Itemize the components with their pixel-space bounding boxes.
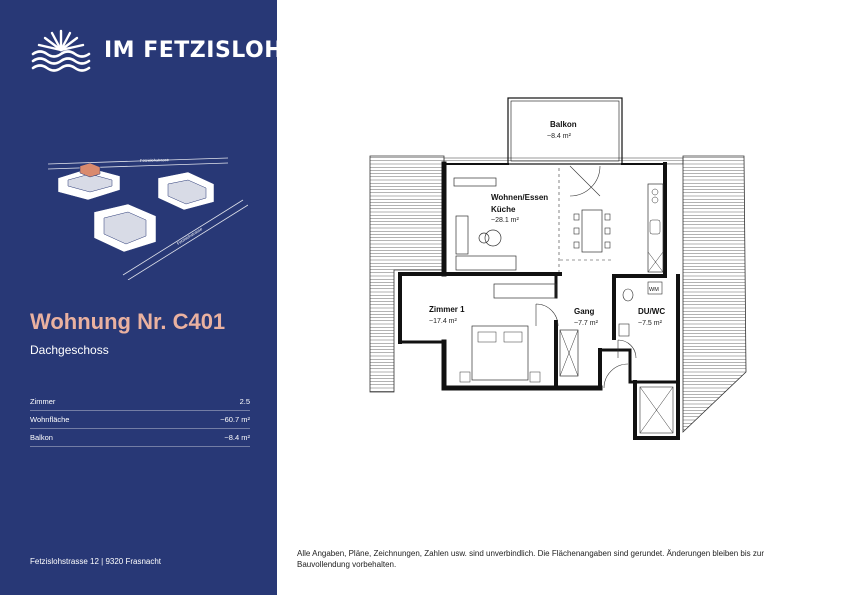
door-entrance (604, 364, 628, 388)
room-area-balkon: ~8.4 m² (547, 133, 571, 140)
room-label-zimmer1: Zimmer 1 (429, 305, 465, 314)
cooktop-icon (652, 189, 658, 195)
kitchen-sink-icon (650, 220, 660, 234)
building-c (94, 204, 156, 252)
street-label-bottom: Fetzislohstrasse (175, 226, 204, 246)
roof-right (683, 156, 746, 432)
nightstand-right (530, 372, 540, 382)
room-label-kueche: Küche (491, 205, 516, 214)
street-label-top: Fetzislohstrasse (139, 156, 169, 163)
door-balkon (570, 166, 600, 196)
fact-row-zimmer (30, 393, 250, 411)
fact-label: Wohnfläche (30, 415, 70, 424)
fact-label: Zimmer (30, 397, 56, 406)
coffee-table (485, 230, 501, 246)
room-label-balkon: Balkon (550, 120, 577, 129)
fact-row-wohnflaeche (30, 411, 250, 429)
fact-value: ~8.4 m² (224, 433, 250, 442)
bed (472, 326, 528, 380)
brand-name: IM FETZISLOH (104, 38, 284, 63)
sofa-bottom (456, 256, 516, 270)
sofa (456, 216, 468, 254)
toilet-icon (623, 289, 633, 301)
balkon-railing (511, 101, 619, 161)
fact-value: 2.5 (239, 397, 250, 406)
pillow-right (504, 332, 522, 342)
side-table (479, 233, 489, 243)
room-label-duwc: DU/WC (638, 307, 666, 316)
room-area-gang: ~7.7 m² (574, 320, 598, 327)
room-area-zimmer1: ~17.4 m² (429, 318, 457, 325)
sunrise-waves-icon (30, 28, 92, 72)
pillow-left (478, 332, 496, 342)
room-label-gang: Gang (574, 307, 595, 316)
dining-table (582, 210, 602, 252)
cooktop-icon-2 (652, 197, 658, 203)
fact-row-balkon (30, 429, 250, 447)
nightstand-left (460, 372, 470, 382)
unit-floor: Dachgeschoss (30, 343, 109, 357)
walls (400, 164, 678, 438)
floor-plan (360, 92, 760, 442)
building-b (158, 172, 214, 210)
disclaimer-text: Alle Angaben, Pläne, Zeichnungen, Zahlen usw. sind unverbindlich. Die Flächenangaben sind gerundet. Änderungen bleiben bis zur Bauvollendung vorbehalten. (297, 549, 764, 569)
room-area-duwc: ~7.5 m² (638, 320, 662, 327)
sidebar-panel (0, 0, 284, 595)
corridor-closet-x (560, 330, 578, 376)
fact-value: ~60.7 m² (220, 415, 250, 424)
balkon-outline (508, 98, 622, 164)
wm-label: WM (649, 287, 659, 293)
dining-chairs (574, 214, 610, 248)
unit-title: Wohnung Nr. C401 (30, 309, 226, 334)
room-area-wohnen: ~28.1 m² (491, 217, 519, 224)
fact-label: Balkon (30, 433, 53, 442)
room-label-wohnen: Wohnen/Essen (491, 193, 549, 202)
address: Fetzislohstrasse 12 | 9320 Frasnacht (30, 557, 162, 566)
washbasin-icon (619, 324, 629, 336)
wardrobe (494, 284, 556, 298)
site-map (28, 150, 248, 280)
tv-sideboard (454, 178, 496, 186)
facts-table (30, 393, 250, 447)
shower-x (640, 387, 673, 433)
